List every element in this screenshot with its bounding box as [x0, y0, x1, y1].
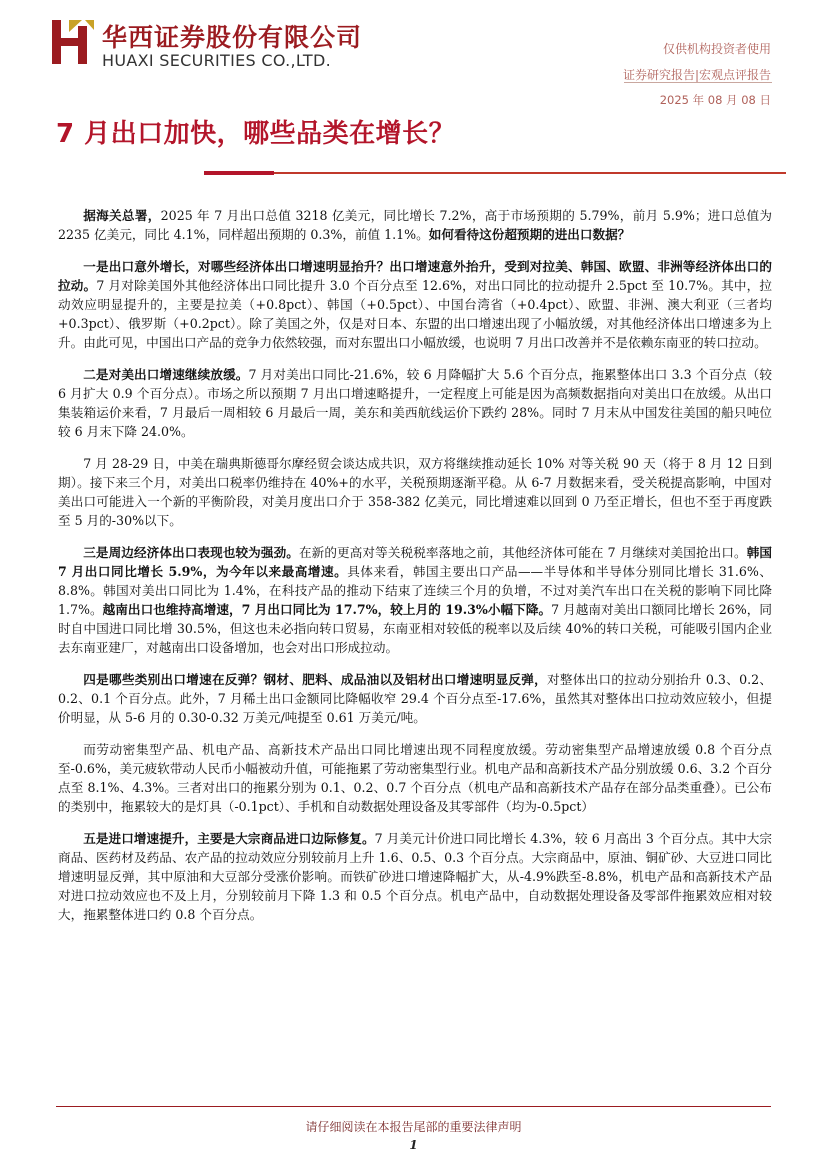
paragraph-text: 7 月美元计价进口同比增长 4.3%，较 6 月高出 3 个百分点。其中大宗商品、医药材及药品、农产品的拉动效应分别较前月上升 1.6、0.5、0.3 个百分点。大宗商品中，原油、铜矿砂、大豆进口同比增速明显反弹，其中原油和大豆部分受涨价影响。而铁矿砂进口增速降幅扩大，从-4.9%跌至-8.8%，机电产品和高新技术产品对进口拉动效应也不及上月，分别较前月下降 1.3 和 0.5 个百分点。机电产品中，自动数据处理设备及零部件拖累效应相对较大，拖累整体进口约 0.8 个百分点。 — [58, 831, 772, 922]
footer-divider — [56, 1106, 771, 1107]
paragraph-text: 具体来看，韩国主要出口产品——半导体和半导体分别同比增长 31.6%、8.8%。韩国对美出口同比为 1.4%，在科技产品的推动下结束了连续三个月的负增，不过对美汽车出口在关税的影响下同比降 1.7%。 — [58, 564, 772, 617]
company-name-en: HUAXI SECURITIES CO.,LTD. — [102, 51, 331, 70]
paragraph-point-4 — [58, 670, 772, 727]
legal-notice: 请仔细阅读在本报告尾部的重要法律声明 — [305, 1120, 522, 1134]
audience-note: 仅供机构投资者使用 — [662, 42, 771, 56]
company-name-cn: 华西证券股份有限公司 — [102, 23, 363, 52]
paragraph-text: 在新的更高对等关税税率落地之前，其他经济体可能在 7 月继续对美国抢出口。 — [298, 545, 747, 560]
paragraph-lead: 二是对美出口增速继续放缓。 — [83, 367, 249, 382]
paragraph-lead: 五是进口增速提升，主要是大宗商品进口边际修复。 — [83, 831, 375, 846]
paragraph-text: 7 月对除美国外其他经济体出口同比提升 3.0 个百分点至 12.6%，对出口同比的拉动提升 2.5pct 至 10.7%。其中，拉动效应明显提升的，主要是拉美（+0.8pct）、韩国（+0.5pct）、中国台湾省（+0.4pct）、欧盟、非洲、澳大利亚（三者均+0.3pct）、俄罗斯（+0.2pct）。除了美国之外，仅是对日本、东盟的出口增速出现了小幅放缓，对其他经济体出口增速多为上升。由此可见，中国出口产品的竞争力依然较强，而对东盟出口小幅放缓，也说明 7 月出口改善并不是依赖东南亚的转口拉动。 — [58, 278, 772, 350]
paragraph-point-1 — [58, 257, 772, 352]
paragraph-text: 而劳动密集型产品、机电产品、高新技术产品出口同比增速出现不同程度放缓。劳动密集型产品增速放缓 0.8 个百分点至-0.6%，美元疲软带动人民币小幅被动升值，可能拖累了劳动密集型行业。机电产品和高新技术产品分别放缓 0.6、3.2 个百分点至 8.1%、4.3%。三者对出口的拖累分别为 0.1、0.2、0.7 个百分点（机电产品和高新技术产品存在部分品类重叠）。已公布的类别中，拖累较大的是灯具（-0.1pct）、手机和自动数据处理设备及其零部件（均为-0.5pct） — [58, 742, 773, 814]
paragraph-point-5 — [58, 829, 772, 924]
page-number: 1 — [409, 1138, 418, 1152]
report-type: 证券研究报告|宏观点评报告 — [622, 68, 771, 82]
title-underline — [204, 172, 786, 174]
paragraph-text: 7 月对美出口同比-21.6%，较 6 月降幅扩大 5.6 个百分点，拖累整体出口 3.3 个百分点（较 6 月扩大 0.9 个百分点）。市场之所以预期 7 月出口增速略提升，一定程度上可能是因为高频数据指向对美出口在放缓。从出口集装箱运价来看，7 月最后一周相较 6 月最后一周，美东和美西航线运价下跌约 28%。同时 7 月末从中国发往美国的船只吨位较 6 月末下降 24.0%。 — [58, 367, 772, 439]
paragraph-summary — [58, 206, 772, 244]
paragraph-point-2 — [58, 365, 772, 441]
report-body — [58, 206, 772, 937]
title-underline-accent — [204, 171, 274, 175]
paragraph-trade-talks — [58, 454, 772, 530]
paragraph-question: 如何看待这份超预期的进出口数据？ — [428, 227, 631, 242]
paragraph-slowdown — [58, 740, 772, 816]
paragraph-lead: 一是出口意外增长，对哪些经济体出口增速明显抬升？出口增速意外抬升，受到对拉美、韩国、欧盟、非洲等经济体出口的拉动。 — [58, 259, 772, 293]
paragraph-highlight-korea: 韩国 7 月出口同比增长 5.9%，为今年以来最高增速。 — [58, 545, 773, 579]
paragraph-lead: 四是哪些类别出口增速在反弹？钢材、肥料、成品油以及铝材出口增速明显反弹， — [83, 672, 547, 687]
paragraph-lead: 三是周边经济体出口表现也较为强劲。 — [83, 545, 299, 560]
paragraph-text: 7 月 28-29 日，中美在瑞典斯德哥尔摩经贸会谈达成共识，双方将继续推动延长 10% 对等关税 90 天（将于 8 月 12 日到期）。接下来三个月，对美出口税率仍维持在 40%+的水平，关税预期逐渐平稳。从 6-7 月数据来看，受关税提高影响，中国对美出口可能进入一个新的平衡阶段，对美月度出口介于 358-382 亿美元，同比增速难以回到 0 乃至正增长，但也不至于再度跌至 5 月的-30%以下。 — [58, 456, 772, 528]
huaxi-logo-icon — [52, 18, 94, 66]
paragraph-point-3 — [58, 543, 772, 657]
header-divider — [624, 82, 772, 83]
report-date: 2025 年 08 月 08 日 — [659, 93, 771, 107]
report-title: 7 月出口加快，哪些品类在增长？ — [56, 119, 456, 149]
paragraph-highlight-vietnam: 越南出口也维持高增速，7 月出口同比为 17.7%，较上月的 19.3%小幅下降。 — [102, 602, 552, 617]
paragraph-text: 7 月越南对美出口额同比增长 26%，同时自中国进口同比增 30.5%，但这也未必指向转口贸易，东南亚相对较低的税率以及后续 40%的转口关税，可能吸引国内企业去东南亚建厂，对越南出口设备增加，也会对出口形成拉动。 — [58, 602, 772, 655]
paragraph-lead: 据海关总署， — [83, 208, 161, 223]
paragraph-text: 2025 年 7 月出口总值 3218 亿美元，同比增长 7.2%，高于市场预期的 5.79%，前月 5.9%；进口总值为 2235 亿美元，同比 4.1%，同样超出预期的 0.3%，前值 1.1%。 — [58, 208, 772, 242]
paragraph-text: 对整体出口的拉动分别抬升 0.3、0.2、0.2、0.1 个百分点。此外，7 月稀土出口金额同比降幅收窄 29.4 个百分点至-17.6%，虽然其对整体出口拉动效应较小，但提价明显，从 5-6 月的 0.30-0.32 万美元/吨提至 0.61 万美元/吨。 — [58, 672, 773, 725]
